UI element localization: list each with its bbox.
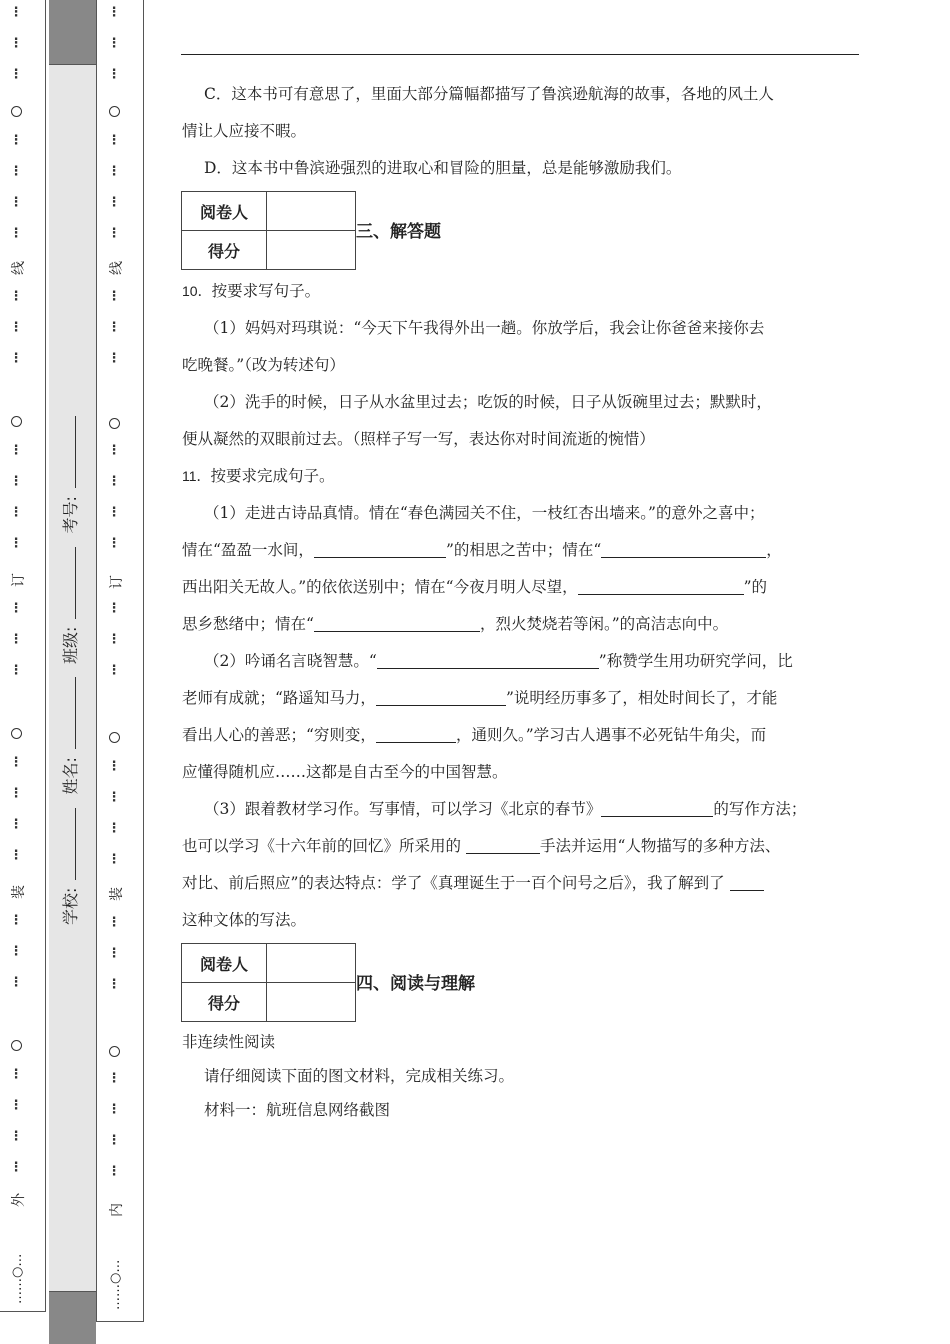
text: ”的相思之苦中；情在“: [445, 541, 602, 559]
header-rule: [181, 54, 859, 55]
score-cell[interactable]: [267, 983, 356, 1022]
text: ，: [766, 541, 782, 559]
answer-blank[interactable]: [314, 615, 480, 632]
text: 西出阳关无故人。”的依依送别中；情在“今夜月明人尽望，: [182, 578, 578, 596]
text: 也可以学习《十六年前的回忆》所采用的: [182, 837, 466, 855]
outer-circle-1: [11, 106, 22, 117]
text: 手法并运用“人物描写的多种方法、: [539, 837, 781, 855]
section-title-4: 四、阅读与理解: [356, 974, 475, 994]
answer-blank[interactable]: [730, 874, 764, 891]
answer-blank[interactable]: [376, 726, 456, 743]
inner-tail: ……○…: [108, 1259, 123, 1310]
outer-circle-2: [11, 416, 22, 427]
reviewer-label: 阅卷人: [182, 944, 267, 983]
q10-part2: （2）洗手的时候，日子从水盆里过去；吃饭的时候，日子从饭碗里过去；默默时，: [204, 393, 772, 411]
q11-s3-line1: [182, 791, 862, 828]
text: ，通则久。”学习古人遇事不必死钻牛角尖，而: [455, 726, 767, 744]
text: ”说明经历事多了，相处时间长了，才能: [505, 689, 778, 707]
q11-s1-line2: [182, 532, 862, 569]
score-table: [181, 943, 356, 1022]
answer-blank[interactable]: [314, 541, 446, 558]
score-label: 得分: [182, 983, 267, 1022]
text: 对比、前后照应”的表达特点：学了《真理诞生于一百个问号之后》，我了解到了: [182, 874, 730, 892]
q11-s3-line2: [182, 828, 862, 865]
q11-number: 11．: [182, 468, 211, 484]
inner-dot-column: ⋮ ⋮ ⋮: [107, 601, 121, 678]
inner-circle-3: [109, 732, 120, 743]
question-11: [182, 458, 862, 495]
inner-dot-column: ⋮ ⋮ ⋮: [107, 289, 121, 366]
section-title-3: 三、解答题: [356, 222, 441, 242]
answer-blank[interactable]: [578, 578, 744, 595]
inner-circle-4: [109, 1046, 120, 1057]
answer-blank[interactable]: [466, 837, 540, 854]
q10-part1-cont: 吃晚餐。”（改为转述句）: [182, 356, 345, 374]
inner-dot-column: ⋮ ⋮ ⋮ ⋮: [107, 443, 121, 551]
text: 情在“盈盈一水间，: [182, 541, 314, 559]
inner-glyph-zhuang: 装: [109, 887, 125, 901]
text: 看出人心的善恶；“穷则变，: [182, 726, 376, 744]
answer-blank[interactable]: [376, 689, 506, 706]
outer-glyph-line: 线: [11, 261, 27, 275]
inner-glyph-nei: 内: [109, 1203, 125, 1217]
text: ”的: [743, 578, 768, 596]
text: （3）跟着教材学习作。写事情，可以学习《北京的春节》: [204, 800, 602, 818]
outer-glyph-wai: 外: [11, 1193, 27, 1207]
outer-tail: ……○…: [10, 1253, 25, 1304]
q11-s1-line1: （1）走进古诗品真情。情在“春色满园关不住，一枝红杏出墙来。”的意外之喜中；: [204, 504, 765, 522]
outer-dot-column: ⋮ ⋮ ⋮ ⋮: [9, 443, 23, 551]
score-cell[interactable]: [267, 231, 356, 270]
exam-number-blank[interactable]: [61, 416, 76, 488]
outer-circle-4: [11, 1040, 22, 1051]
q11-s2-line4: 应懂得随机应……这都是自古至今的中国智慧。: [182, 763, 508, 781]
option-c: C．这本书可有意思了，里面大部分篇幅都描写了鲁滨逊航海的故事，各地的风土人: [204, 85, 774, 103]
q11-s2-line3: [182, 717, 862, 754]
outer-glyph-zhuang: 装: [11, 885, 27, 899]
student-info-fields: [58, 408, 81, 925]
text: 的写作方法；: [713, 800, 807, 818]
score-box-section4: [182, 943, 862, 1023]
inner-dot-column: ⋮ ⋮ ⋮: [107, 915, 121, 992]
inner-glyph-ding: 订: [109, 575, 125, 589]
reviewer-cell[interactable]: [267, 944, 356, 983]
q10-part2-cont: 便从凝然的双眼前过去。（照样子写一写，表达你对时间流逝的惋惜）: [182, 430, 655, 448]
outer-dot-column: ⋮ ⋮ ⋮ ⋮: [9, 755, 23, 863]
school-blank[interactable]: [61, 808, 76, 880]
class-label: 班级:: [61, 626, 80, 664]
answer-blank[interactable]: [601, 800, 713, 817]
text: 思乡愁绪中；情在“: [182, 615, 314, 633]
exam-number-label: 考号:: [61, 496, 80, 534]
section4-subtitle: 非连续性阅读: [182, 1033, 276, 1051]
outer-dot-column: ⋮ ⋮ ⋮ ⋮: [9, 1067, 23, 1175]
q11-stem: 按要求完成句子。: [210, 467, 335, 485]
school-label: 学校:: [61, 887, 80, 925]
q11-s1-line4: [182, 606, 862, 643]
material-one-label: 材料一：航班信息网络截图: [204, 1101, 391, 1119]
inner-dot-column: ⋮ ⋮ ⋮: [107, 5, 121, 82]
score-label: 得分: [182, 231, 267, 270]
name-label: 姓名:: [61, 757, 80, 795]
answer-blank[interactable]: [601, 541, 766, 558]
q10-number: 10．: [182, 283, 212, 299]
text: ”称赞学生用功研究学问，比: [598, 652, 793, 670]
outer-dot-column: ⋮ ⋮ ⋮: [9, 913, 23, 990]
outer-dot-column: ⋮ ⋮ ⋮ ⋮: [9, 133, 23, 241]
inner-glyph-line: 线: [109, 261, 125, 275]
outer-dot-column: ⋮ ⋮ ⋮: [9, 289, 23, 366]
reviewer-label: 阅卷人: [182, 192, 267, 231]
question-10: [182, 273, 862, 310]
score-box-section3: [182, 191, 862, 271]
name-blank[interactable]: [61, 677, 76, 749]
inner-dot-column: ⋮ ⋮ ⋮ ⋮: [107, 759, 121, 867]
inner-circle-1: [109, 106, 120, 117]
q10-part1: （1）妈妈对玛琪说：“今天下午我得外出一趟。你放学后，我会让你爸爸来接你去: [204, 319, 765, 337]
q10-stem: 按要求写句子。: [211, 282, 321, 300]
outer-glyph-ding: 订: [11, 573, 27, 587]
option-c-continued: 情让人应接不暇。: [182, 122, 307, 140]
inner-dot-column: ⋮ ⋮ ⋮ ⋮: [107, 133, 121, 241]
q11-s3-line3: [182, 865, 862, 902]
answer-blank[interactable]: [377, 652, 599, 669]
q11-s2-line1: [182, 643, 862, 680]
q11-s3-line4: 这种文体的写法。: [182, 911, 307, 929]
inner-circle-2: [109, 418, 120, 429]
inner-dot-column: ⋮ ⋮ ⋮ ⋮: [107, 1071, 121, 1179]
q11-s1-line3: [182, 569, 862, 606]
exam-content: [182, 76, 862, 1127]
outer-circle-3: [11, 728, 22, 739]
text: ，烈火焚烧若等闲。”的高洁志向中。: [479, 615, 729, 633]
section4-instruction: 请仔细阅读下面的图文材料，完成相关练习。: [204, 1067, 515, 1085]
text: 老师有成就；“路遥知马力，: [182, 689, 376, 707]
q11-s2-line2: [182, 680, 862, 717]
score-table: [181, 191, 356, 270]
outer-dot-column: ⋮ ⋮ ⋮: [9, 5, 23, 82]
class-blank[interactable]: [61, 547, 76, 619]
outer-dot-column: ⋮ ⋮ ⋮: [9, 601, 23, 678]
text: （2）吟诵名言晓智慧。“: [204, 652, 377, 670]
option-d: D．这本书中鲁滨逊强烈的进取心和冒险的胆量，总是能够激励我们。: [204, 159, 682, 177]
reviewer-cell[interactable]: [267, 192, 356, 231]
